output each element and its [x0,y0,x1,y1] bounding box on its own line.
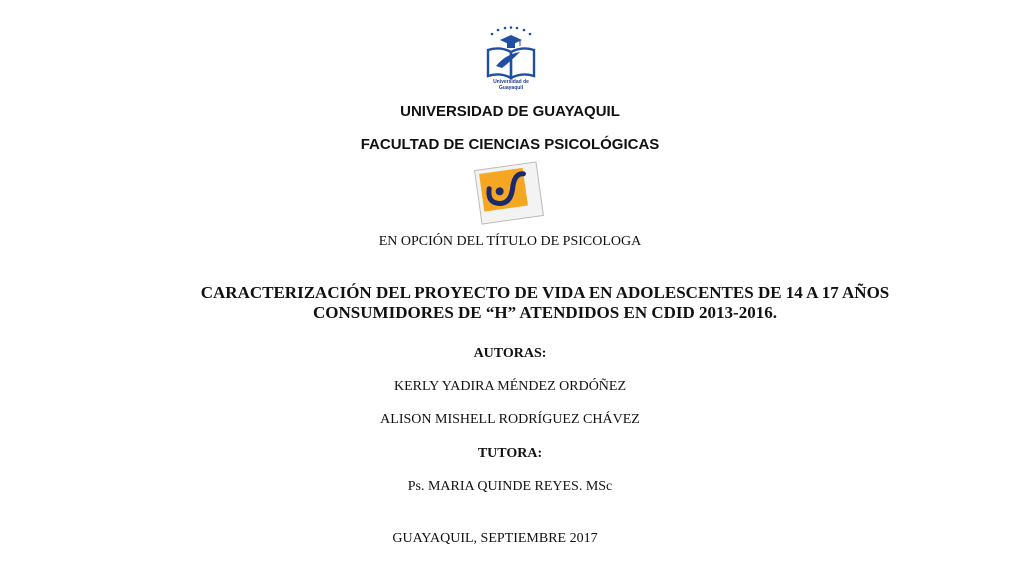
thesis-title: CARACTERIZACIÓN DEL PROYECTO DE VIDA EN ADOLESCENTES DE 14 A 17 AÑOS CONSUMIDORES DE “H” ATENDIDOS EN CDID 2013-2016. [200,283,890,322]
open-book-icon [488,48,534,78]
place-date: GUAYAQUIL, SEPTIEMBRE 2017 [392,531,598,546]
tutor-label: TUTORA: [477,446,543,461]
stars-arc-icon [491,26,532,35]
logo-caption: Universidad de Guayaquil [493,79,529,91]
faculty-logo [470,160,548,226]
authors-label: AUTORAS: [473,346,547,361]
graduation-cap-icon [500,35,522,48]
university-name: UNIVERSIDAD DE GUAYAQUIL [400,103,620,120]
degree-line: EN OPCIÓN DEL TÍTULO DE PSICOLOGA [378,234,642,249]
tutor-name: Ps. MARIA QUINDE REYES. MSc [407,479,613,494]
author-name: ALISON MISHELL RODRÍGUEZ CHÁVEZ [380,412,640,427]
faculty-name: FACULTAD DE CIENCIAS PSICOLÓGICAS [360,136,660,153]
author-name: KERLY YADIRA MÉNDEZ ORDÓÑEZ [393,379,627,394]
